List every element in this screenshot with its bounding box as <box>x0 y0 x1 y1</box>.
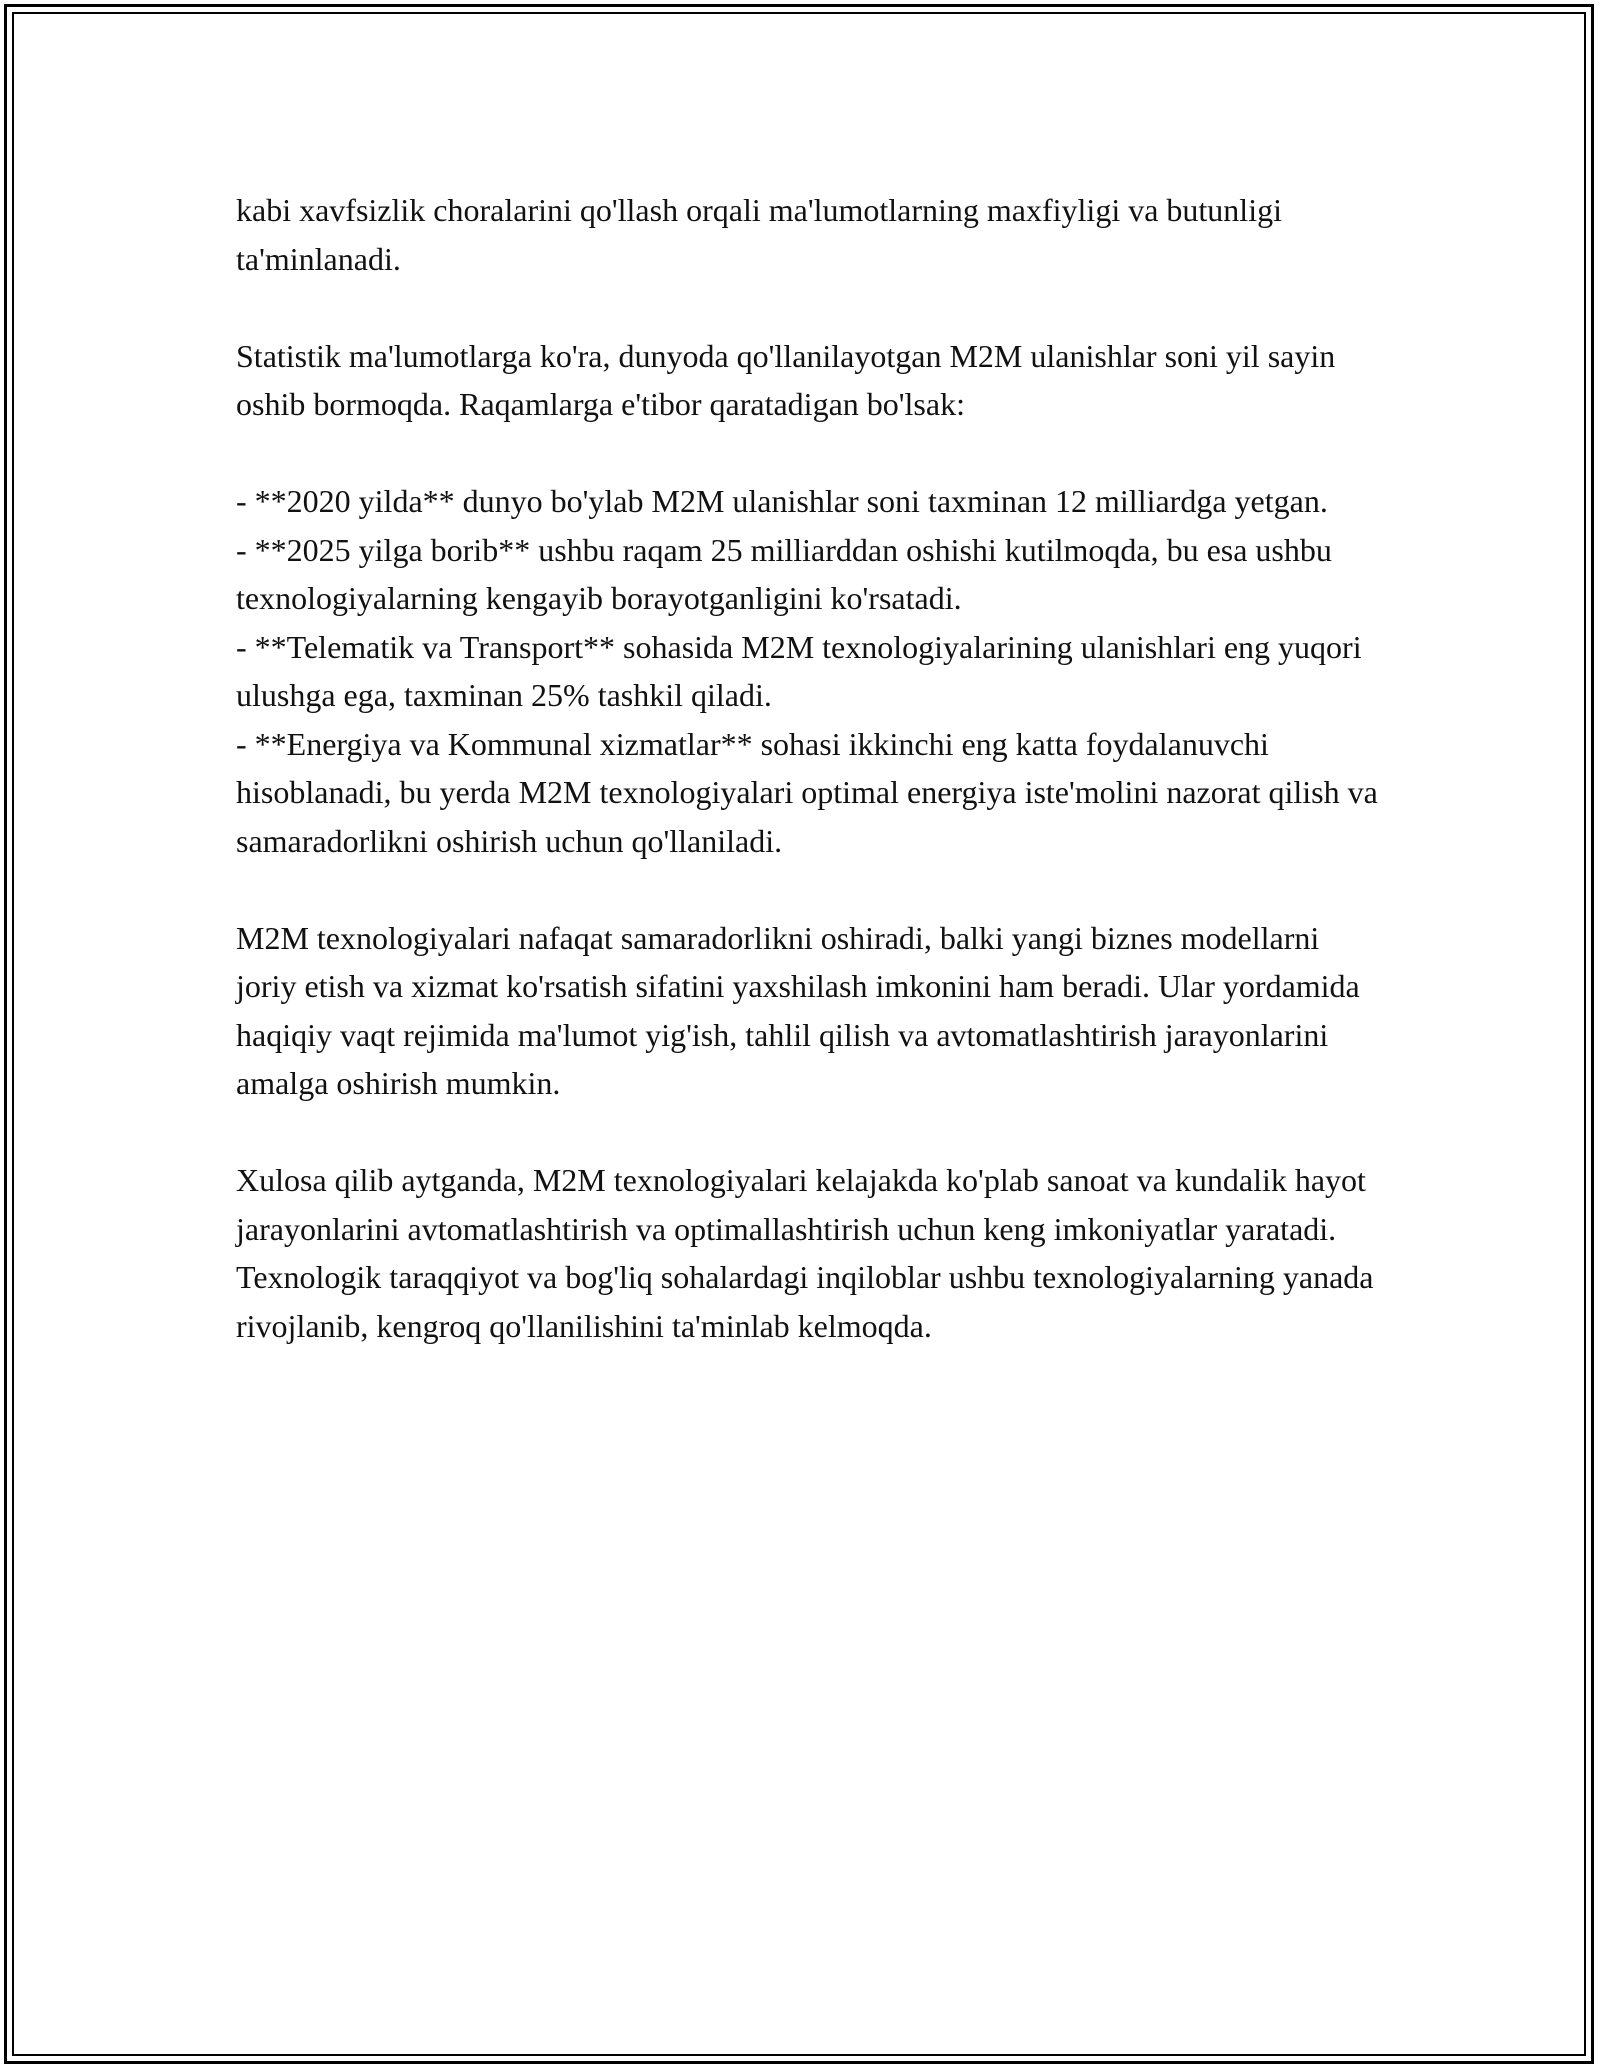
benefits-paragraph: M2M texnologiyalari nafaqat samaradorlikni oshiradi, balki yangi biznes modellarni joriy etish va xizmat ko'rsatish sifatini yaxshilash imkonini ham beradi. Ular yordamida haqiqiy vaqt rejimida ma'lumot yig'ish, tahlil qilish va avtomatlashtirish jarayonlarini amalga oshirish mumkin. <box>236 919 1360 1101</box>
list-item: - **2020 yilda** dunyo bo'ylab M2M ulanishlar soni taxminan 12 milliardga yetgan. <box>236 483 1328 519</box>
list-item: - **2025 yilga borib** ushbu raqam 25 milliarddan oshishi kutilmoqda, bu esa ushbu texnologiyalarning kengayib borayotganligini ko'rsatadi. <box>236 531 1332 616</box>
list-item: - **Telematik va Transport** sohasida M2M texnologiyalarining ulanishlari eng yuqori ulushga ega, taxminan 25% tashkil qiladi. <box>236 628 1362 713</box>
document-body <box>236 186 1386 1399</box>
list-item: - **Energiya va Kommunal xizmatlar** sohasi ikkinchi eng katta foydalanuvchi hisoblanadi, bu yerda M2M texnologiyalari optimal energiya iste'molini nazorat qilish va samaradorlikni oshirish uchun qo'llaniladi. <box>236 725 1378 859</box>
intro-continuation-paragraph: kabi xavfsizlik choralarini qo'llash orqali ma'lumotlarning maxfiyligi va butunligi ta'minlanadi. <box>236 192 1282 277</box>
statistics-list <box>236 477 1386 865</box>
statistics-intro-paragraph: Statistik ma'lumotlarga ko'ra, dunyoda qo'llanilayotgan M2M ulanishlar soni yil sayin oshib bormoqda. Raqamlarga e'tibor qaratadigan bo'lsak: <box>236 337 1336 422</box>
conclusion-paragraph: Xulosa qilib aytganda, M2M texnologiyalari kelajakda ko'plab sanoat va kundalik hayot jarayonlarini avtomatlashtirish va optimallashtirish uchun keng imkoniyatlar yaratadi. Texnologik taraqqiyot va bog'liq sohalardagi inqiloblar ushbu texnologiyalarning yanada rivojlanib, kengroq qo'llanilishini ta'minlab kelmoqda. <box>236 1162 1374 1344</box>
